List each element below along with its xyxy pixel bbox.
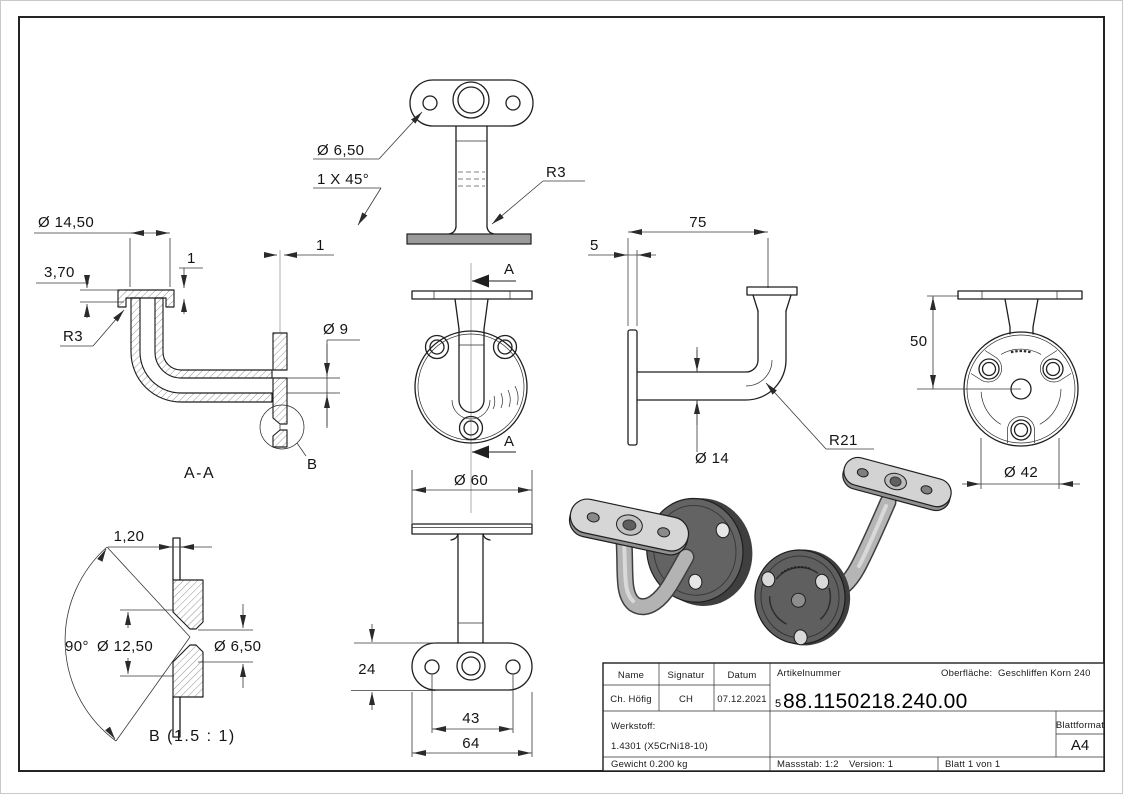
dim-arm-length: 75 <box>689 214 707 231</box>
section-label-a-bottom: A <box>504 433 515 450</box>
3d-render-right <box>749 454 954 651</box>
side-view <box>588 214 874 467</box>
oberflaeche-label: Oberfläche: <box>941 668 993 679</box>
dim-hole-diameter-top: Ø 6,50 <box>317 142 365 159</box>
surface-finish-marks <box>493 386 518 409</box>
dim-lip-height: 3,70 <box>44 264 75 281</box>
article-number: 88.1150218.240.00 <box>783 690 968 713</box>
3d-render-left <box>566 489 761 615</box>
dim-chamfer: 1 X 45° <box>317 171 370 188</box>
dim-bend-radius: R21 <box>829 432 858 449</box>
werkstoff-value: 1.4301 (X5CrNi18-10) <box>611 741 708 752</box>
author-name: Ch. Höfig <box>610 694 652 705</box>
top-view <box>313 80 585 244</box>
bottom-view <box>351 524 532 757</box>
blattformat-label: Blattformat <box>1055 720 1105 731</box>
detail-balloon-label: B <box>307 456 318 473</box>
dim-saddle-length: 64 <box>462 735 480 752</box>
header-signatur: Signatur <box>667 670 705 681</box>
dim-plate-thickness: 5 <box>590 237 599 254</box>
section-view-title: A-A <box>184 465 216 482</box>
article-number-prefix: 5 <box>775 698 782 710</box>
oberflaeche-value: Geschliffen Korn 240 <box>998 668 1091 679</box>
title-block <box>603 663 1104 771</box>
header-datum: Datum <box>727 670 757 681</box>
engraving-mark <box>1011 351 1031 352</box>
detail-view-title: B (1.5 : 1) <box>149 728 236 745</box>
dim-hole-spacing: 43 <box>462 710 480 727</box>
dim-height-50: 50 <box>910 333 928 350</box>
blatt: Blatt 1 von 1 <box>945 759 1001 770</box>
dim-countersink-diameter: Ø 12,50 <box>97 638 154 655</box>
dim-hole-diameter-detail: Ø 6,50 <box>214 638 262 655</box>
dim-tube-diameter: Ø 14 <box>694 450 730 467</box>
author-signatur: CH <box>678 694 694 705</box>
werkstoff-label: Werkstoff: <box>611 721 656 732</box>
drawing-date: 07.12.2021 <box>717 694 767 705</box>
section-view-aa <box>34 214 360 482</box>
dim-plate-gap: 1 <box>316 237 325 254</box>
artikelnummer-label: Artikelnummer <box>777 668 841 679</box>
detail-view-b <box>65 528 261 745</box>
back-view <box>910 291 1082 489</box>
front-view <box>412 261 532 523</box>
section-arrow-a-top <box>472 261 516 288</box>
dim-edge-thickness: 1,20 <box>113 528 145 545</box>
version: Version: 1 <box>849 759 894 770</box>
dim-bolt-circle: Ø 42 <box>1003 464 1039 481</box>
dim-countersink-angle: 90° <box>65 638 89 655</box>
dim-plate-diameter: Ø 60 <box>453 472 489 489</box>
dim-saddle-offset: 24 <box>358 661 376 678</box>
dim-web-thickness: 1 <box>187 250 196 267</box>
base-plate-section-fill <box>407 234 531 244</box>
dim-fillet-r3-top: R3 <box>546 164 566 181</box>
massstab: Massstab: 1:2 <box>777 759 839 770</box>
blattformat-value: A4 <box>1070 737 1090 754</box>
dim-flange-diameter: Ø 14,50 <box>38 214 95 231</box>
dim-fillet-r3-section: R3 <box>63 328 83 345</box>
gewicht: Gewicht 0.200 kg <box>611 759 688 770</box>
dim-bore-diameter: Ø 9 <box>323 321 349 338</box>
header-name: Name <box>617 670 645 681</box>
section-label-a-top: A <box>504 261 515 278</box>
